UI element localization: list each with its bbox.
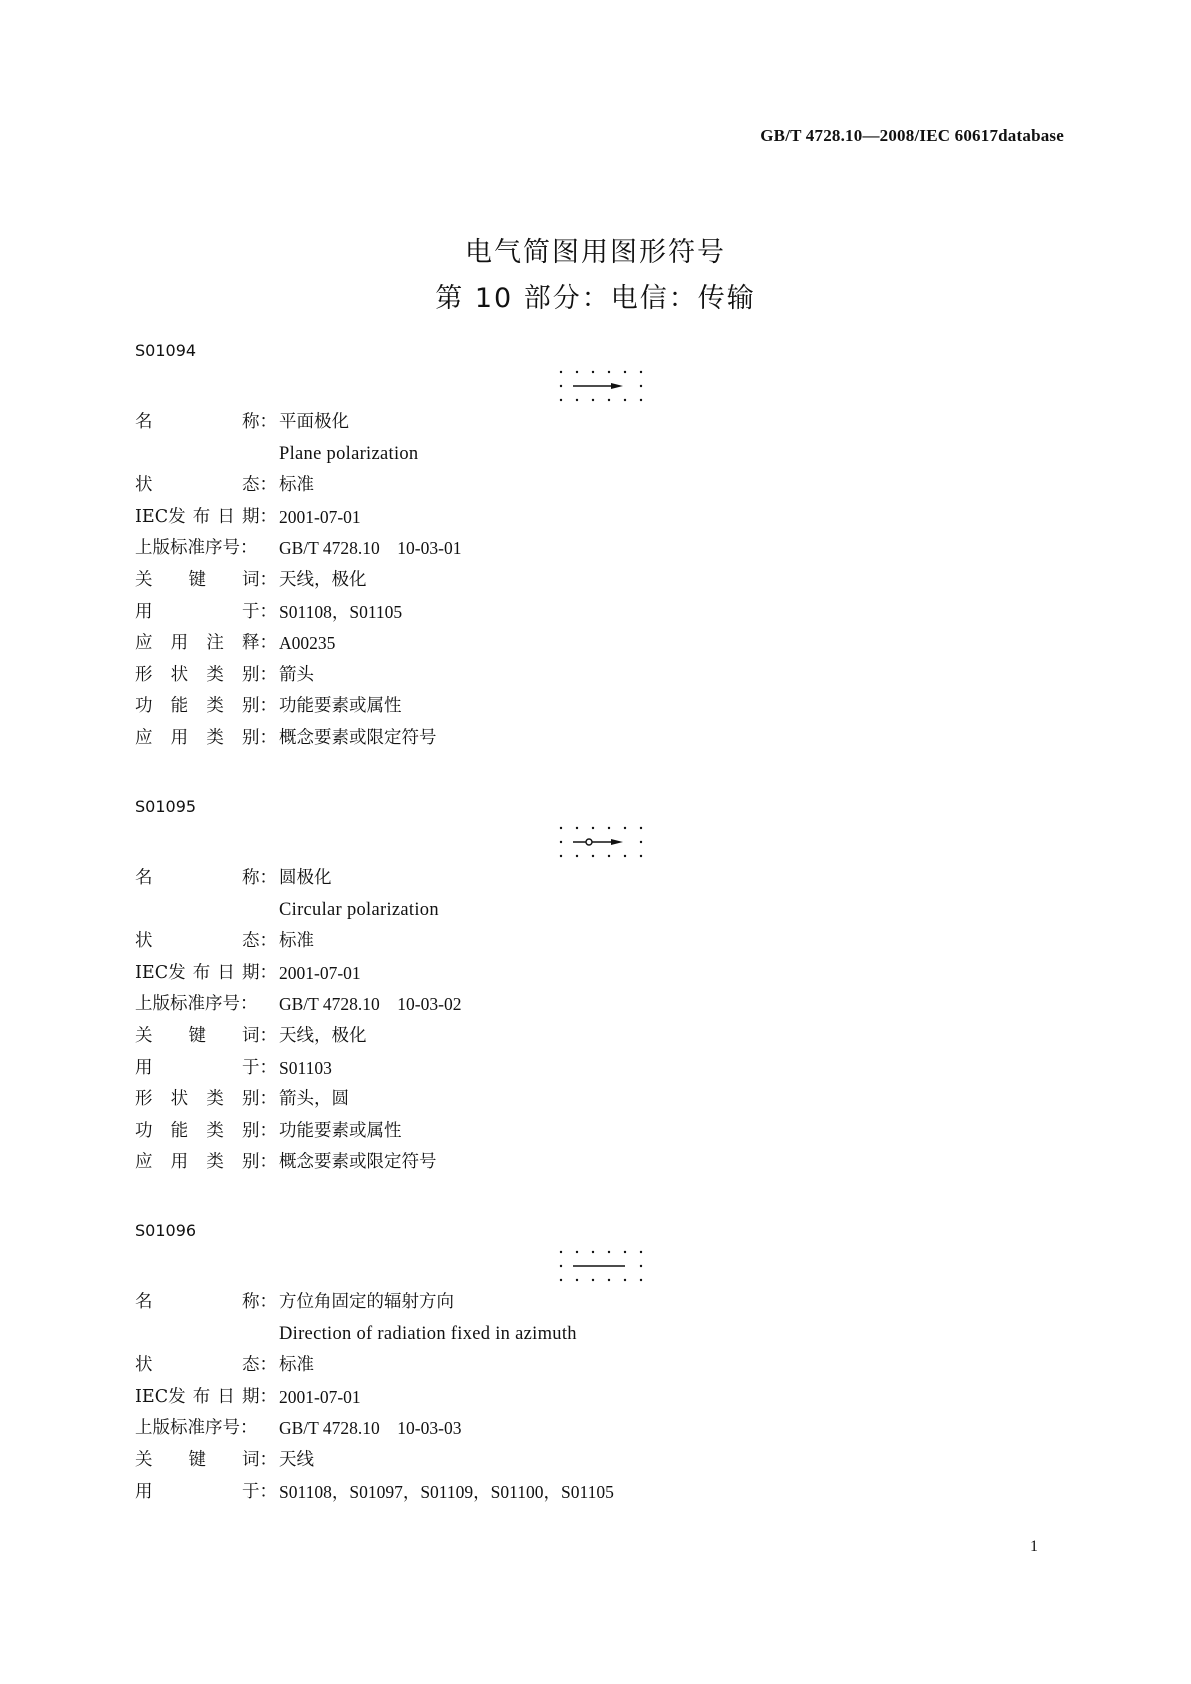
field-date: IEC发 布 日 期： 2001-07-01	[135, 1386, 361, 1407]
document-subtitle: 第 10 部分：电信：传输	[435, 283, 756, 314]
grid-dot	[640, 827, 642, 829]
field-prev: 上版标准序号： GB/T 4728.10 10-03-03	[135, 1418, 462, 1439]
arrow-right-icon	[555, 369, 647, 403]
arrow-circle-icon	[555, 825, 647, 859]
grid-dot	[624, 399, 626, 401]
grid-dot	[640, 1279, 642, 1281]
grid-dot	[560, 399, 562, 401]
field-status: 状 态： 标准	[135, 1355, 314, 1376]
grid-dot	[560, 1265, 562, 1267]
grid-dot	[560, 827, 562, 829]
field-name-en: Circular polarization	[279, 899, 439, 920]
field-note: 应 用 注 释： A00235	[135, 633, 336, 654]
field-used-in: 用 于： S01108，S01105	[135, 601, 403, 622]
grid-dot	[576, 855, 578, 857]
field-function: 功 能 类 别： 功能要素或属性	[135, 696, 402, 717]
field-prev: 上版标准序号： GB/T 4728.10 10-03-02	[135, 994, 462, 1015]
grid-dot	[624, 855, 626, 857]
field-name: 名 称： 圆极化	[135, 868, 332, 888]
page-number: 1	[1030, 1538, 1038, 1555]
grid-dot	[608, 827, 610, 829]
grid-dot	[576, 371, 578, 373]
grid-dot	[624, 827, 626, 829]
grid-dot	[640, 841, 642, 843]
field-shape: 形 状 类 别： 箭头，圆	[135, 1089, 349, 1110]
field-used-in: 用 于： S01108，S01097，S01109，S01100，S01105	[135, 1481, 614, 1502]
grid-dot	[592, 827, 594, 829]
grid-dot	[640, 385, 642, 387]
standard-number: GB/T 4728.10—2008/IEC 60617database	[760, 126, 1064, 145]
grid-dot	[576, 827, 578, 829]
grid-dot	[608, 371, 610, 373]
field-status: 状 态： 标准	[135, 475, 314, 496]
grid-dot	[640, 371, 642, 373]
grid-dot	[592, 399, 594, 401]
field-shape: 形 状 类 别： 箭头	[135, 664, 314, 685]
grid-dot	[576, 399, 578, 401]
field-date: IEC发 布 日 期： 2001-07-01	[135, 506, 361, 527]
grid-dot	[608, 1279, 610, 1281]
field-keywords: 关 键 词： 天线，极化	[135, 569, 367, 590]
field-name-en: Direction of radiation fixed in azimuth	[279, 1323, 577, 1344]
grid-dot	[624, 371, 626, 373]
grid-dot	[592, 1279, 594, 1281]
symbol-code: S01095	[135, 797, 197, 816]
document-title: 电气简图用图形符号	[465, 237, 726, 268]
symbol-code: S01094	[135, 341, 197, 360]
grid-dot	[576, 1279, 578, 1281]
field-function: 功 能 类 别： 功能要素或属性	[135, 1120, 402, 1141]
field-name: 名 称： 方位角固定的辐射方向	[135, 1292, 454, 1312]
grid-dot	[640, 1251, 642, 1253]
grid-dot	[608, 399, 610, 401]
symbol-entry-s01096	[135, 1221, 1035, 1508]
symbol-entry-s01094	[135, 341, 1035, 755]
field-application: 应 用 类 别： 概念要素或限定符号	[135, 1152, 437, 1173]
field-name-en: Plane polarization	[279, 443, 419, 464]
field-application: 应 用 类 别： 概念要素或限定符号	[135, 727, 437, 748]
grid-dot	[608, 1251, 610, 1253]
grid-dot	[624, 1279, 626, 1281]
grid-dot	[608, 855, 610, 857]
grid-dot	[560, 855, 562, 857]
grid-dot	[560, 371, 562, 373]
grid-dot	[592, 371, 594, 373]
grid-dot	[560, 841, 562, 843]
field-name: 名 称： 平面极化	[135, 412, 349, 432]
field-date: IEC发 布 日 期： 2001-07-01	[135, 962, 361, 983]
grid-dot	[576, 1251, 578, 1253]
grid-dot	[640, 1265, 642, 1267]
symbol-code: S01096	[135, 1221, 197, 1240]
field-used-in: 用 于： S01103	[135, 1057, 332, 1078]
grid-dot	[640, 399, 642, 401]
grid-dot	[592, 1251, 594, 1253]
field-status: 状 态： 标准	[135, 931, 314, 952]
field-prev: 上版标准序号： GB/T 4728.10 10-03-01	[135, 538, 462, 559]
grid-dot	[560, 1251, 562, 1253]
field-keywords: 关 键 词： 天线	[135, 1449, 314, 1470]
grid-dot	[592, 855, 594, 857]
grid-dot	[624, 1251, 626, 1253]
field-keywords: 关 键 词： 天线，极化	[135, 1025, 367, 1046]
grid-dot	[560, 1279, 562, 1281]
grid-dot	[640, 855, 642, 857]
grid-dot	[560, 385, 562, 387]
symbol-entry-s01095	[135, 797, 1035, 1179]
horizontal-line-icon	[555, 1249, 647, 1283]
